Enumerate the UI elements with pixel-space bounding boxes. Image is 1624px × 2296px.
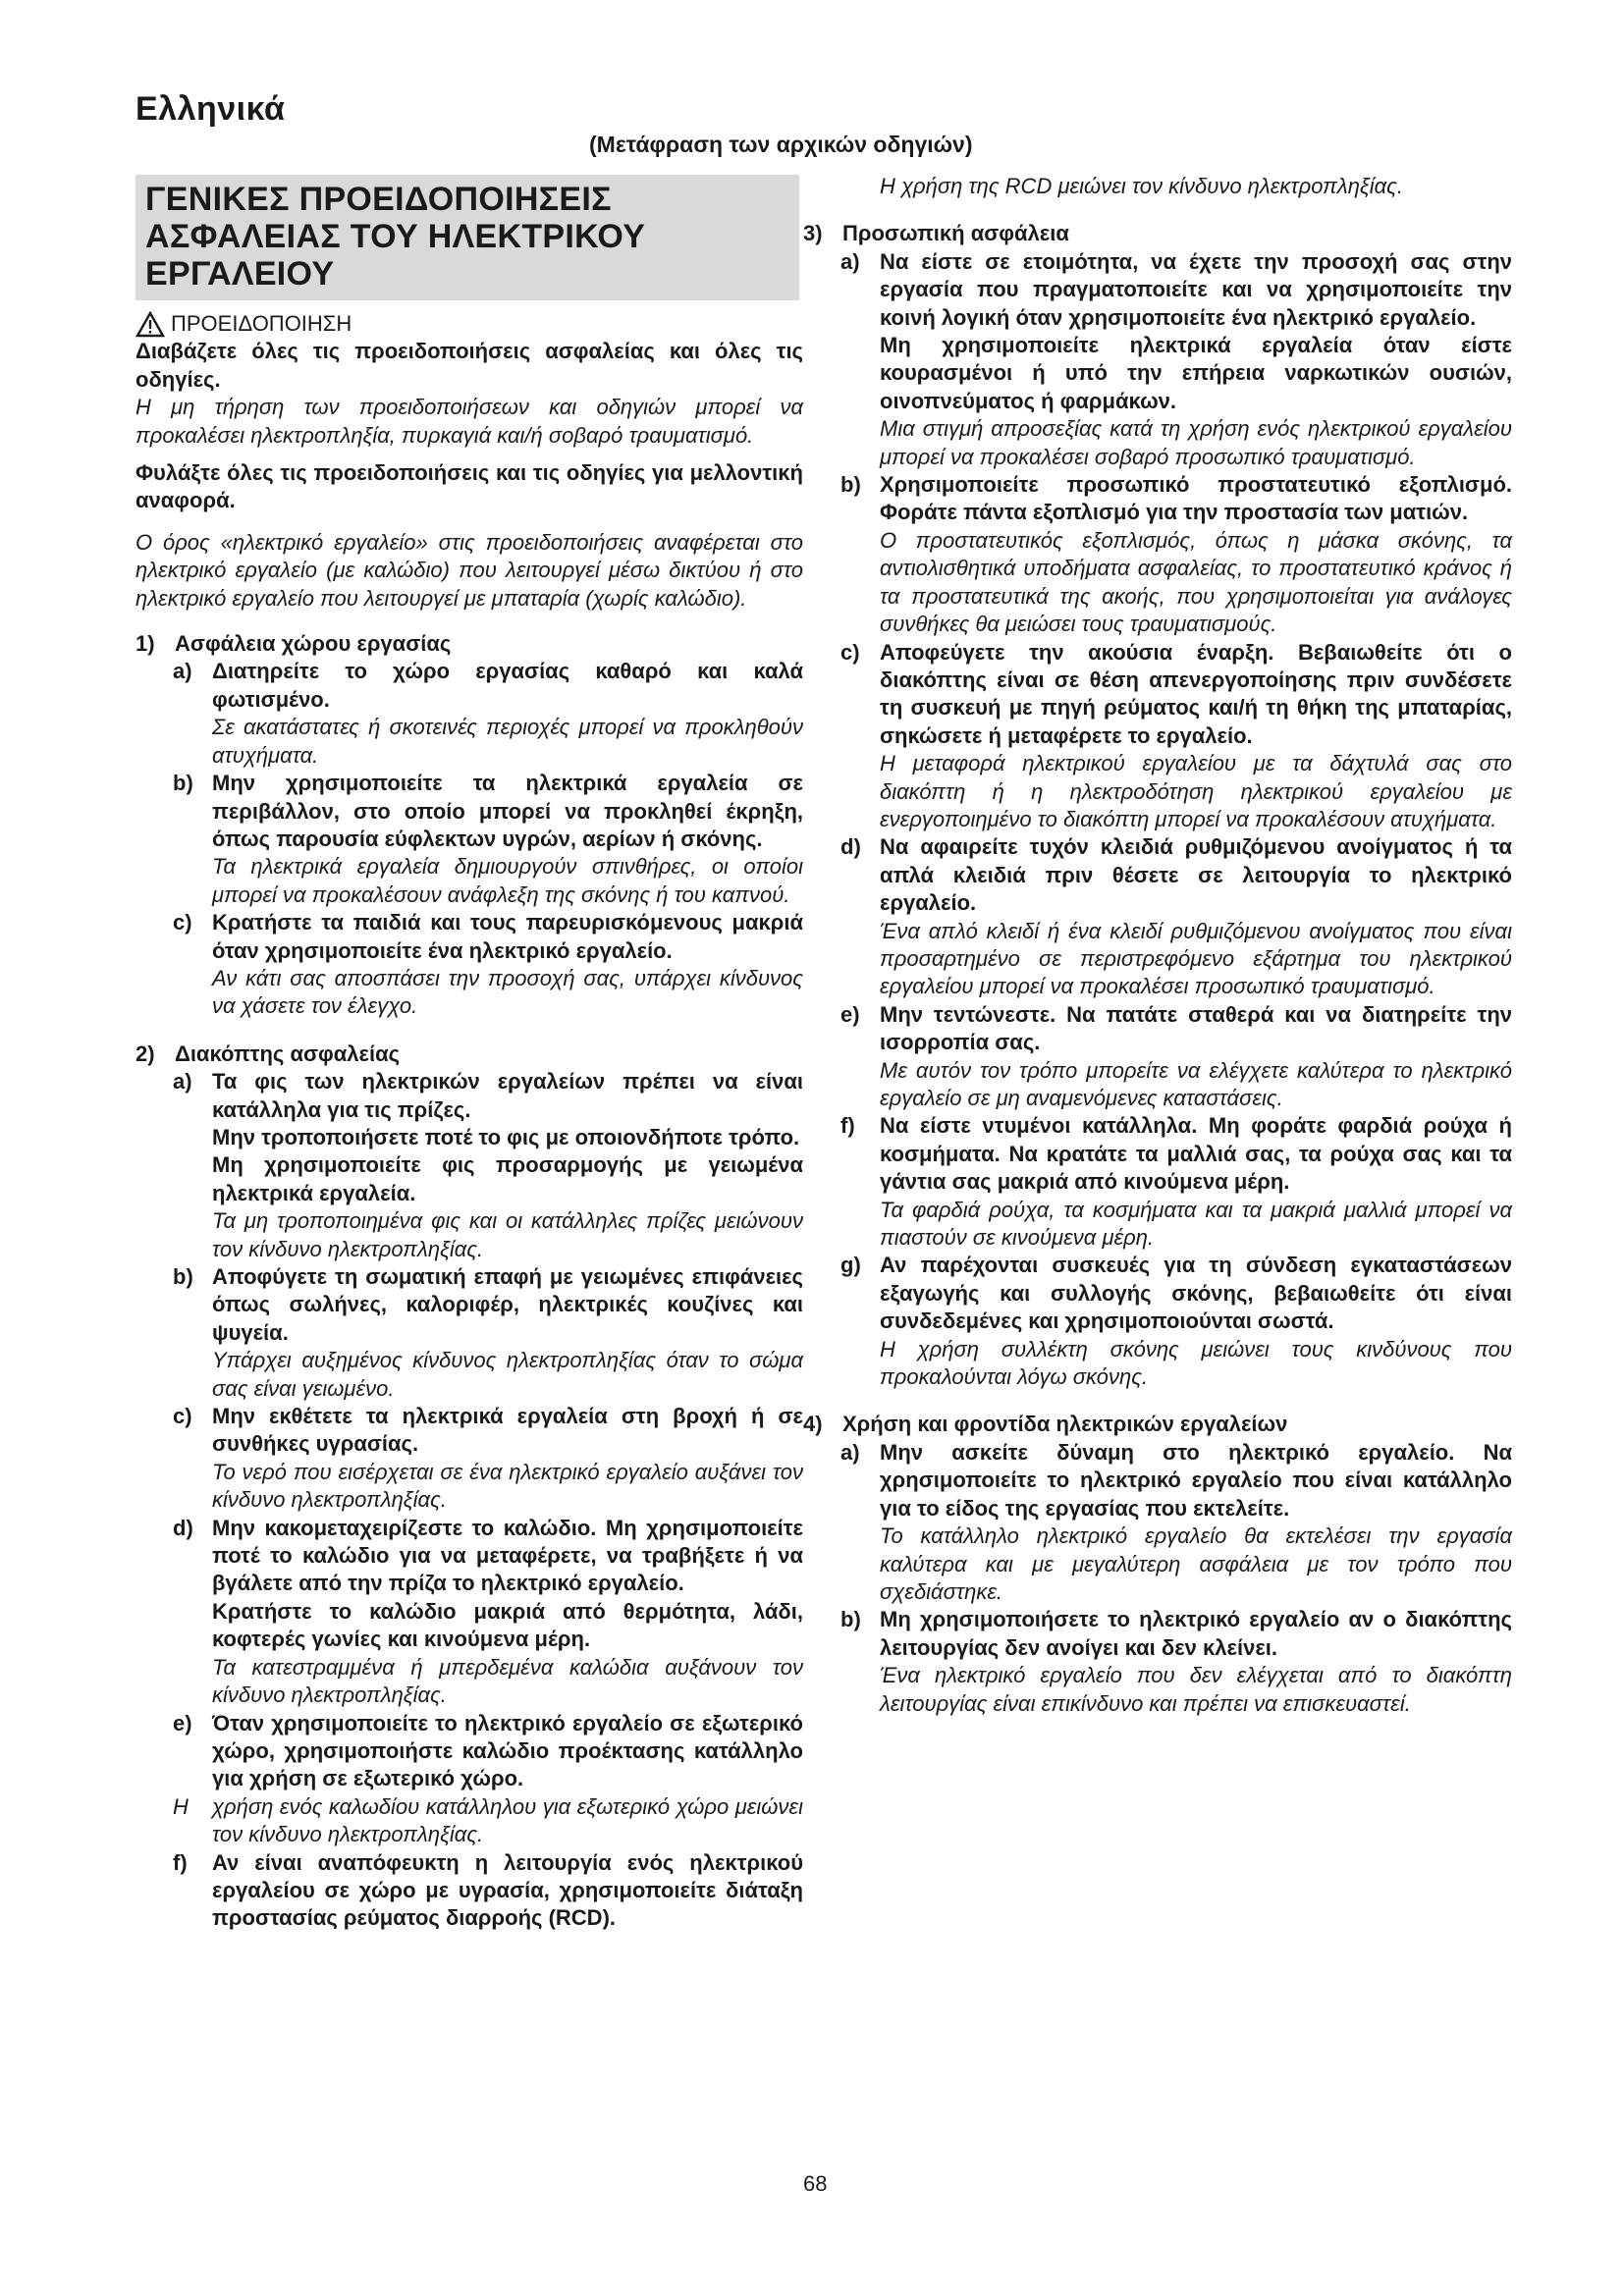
item-explanation: Ένα ηλεκτρικό εργαλείο που δεν ελέγχεται από το διακόπτη λειτουργίας είναι επικίνδυνο και πρέπει να επισκευαστεί.	[880, 1663, 1512, 1716]
section-heading	[135, 1041, 803, 1068]
section-number: 4)	[803, 1412, 823, 1437]
item-letter: a)	[840, 1439, 860, 1465]
warning-triangle-icon	[135, 311, 165, 338]
item-letter: e)	[840, 1001, 860, 1027]
list-item	[135, 909, 803, 1021]
language-heading: Ελληνικά	[135, 90, 286, 128]
item-letter: b)	[173, 1264, 193, 1289]
title-line: ΑΣΦΑΛΕΙΑΣ ΤΟΥ ΗΛΕΚΤΡΙΚΟΥ	[145, 218, 646, 255]
item-rule: Μη χρησιμοποιείτε φις προσαρμογής με γειωμένα ηλεκτρικά εργαλεία.	[212, 1152, 803, 1205]
item-explanation: Τα κατεστραμμένα ή μπερδεμένα καλώδια αυξάνουν τον κίνδυνο ηλεκτροπληξίας.	[212, 1654, 803, 1708]
item-explanation: Η χρήση της RCD μειώνει τον κίνδυνο ηλεκτροπληξίας.	[880, 174, 1403, 198]
item-rule: Κρατήστε το καλώδιο μακριά από θερμότητα, λάδι, κοφτερές γωνίες και κινούμενα μέρη.	[212, 1598, 803, 1652]
subtitle: (Μετάφραση των αρχικών οδηγιών)	[589, 132, 973, 157]
list-item	[135, 1263, 803, 1403]
item-letter: c)	[173, 1404, 192, 1429]
section-heading	[135, 630, 803, 658]
item-letter: d)	[840, 834, 861, 860]
item-explanation: Αν κάτι σας αποσπάσει την προσοχή σας, υπάρχει κίνδυνος να χάσετε τον έλεγχο.	[212, 965, 803, 1019]
item-letter: b)	[840, 472, 861, 498]
list-item	[135, 658, 803, 770]
section-title: Χρήση και φροντίδα ηλεκτρικών εργαλείων	[842, 1412, 1288, 1437]
section-title-box	[135, 175, 799, 300]
item-explanation: Υπάρχει αυξημένος κίνδυνος ηλεκτροπληξίας όταν το σώμα σας είναι γειωμένο.	[212, 1348, 803, 1401]
title-line: ΕΡΓΑΛΕΙΟΥ	[145, 255, 335, 293]
item-rule: Όταν χρησιμοποιείτε το ηλεκτρικό εργαλείο σε εξωτερικό χώρο, χρησιμοποιήστε καλώδιο προέκτασης κατάλληλο για χρήση σε εξωτερικό χώρο.	[212, 1710, 803, 1791]
page-number: 68	[803, 2171, 828, 2196]
list-item	[803, 1439, 1512, 1606]
item-explanation: Η μεταφορά ηλεκτρικού εργαλείου με τα δάχτυλά σας στο διακόπτη ή η ηλεκτροδότηση ηλεκτρικού εργαλείου με ενεργοποιημένο το διακόπτη μπορεί να προκαλέσουν ατυχήματα.	[880, 751, 1512, 831]
item-letter: a)	[840, 248, 860, 274]
title-line: ΓΕΝΙΚΕΣ ΠΡΟΕΙΔΟΠΟΙΗΣΕΙΣ	[145, 181, 612, 218]
warning-heading	[135, 310, 803, 338]
list-item-continuation	[803, 173, 1512, 200]
section-number: 3)	[803, 221, 823, 246]
list-item	[135, 1403, 803, 1515]
item-explanation: Τα μη τροποποιημένα φις και οι κατάλληλες πρίζες μειώνουν τον κίνδυνο ηλεκτροπληξίας.	[212, 1208, 803, 1261]
item-explanation: Ο προστατευτικός εξοπλισμός, όπως η μάσκα σκόνης, τα αντιολισθητικά υποδήματα ασφαλείας, το προστατευτικό κράνος ή τα προστατευτικά της ακοής, που χρησιμοποιείται για ανάλογες συνθήκες θα μειώσει τους τραυματισμούς.	[880, 527, 1512, 637]
item-rule: Κρατήστε τα παιδιά και τους παρευρισκόμενους μακριά όταν χρησιμοποιείτε ένα ηλεκτρικό εργαλείο.	[212, 910, 803, 963]
item-rule: Μην κακομεταχειρίζεστε το καλώδιο. Μη χρησιμοποιείτε ποτέ το καλώδιο για να μεταφέρετε, να τραβήξετε ή να βγάλετε από την πρίζα το ηλεκτρικό εργαλείο.	[212, 1515, 803, 1596]
item-rule: Μην εκθέτετε τα ηλεκτρικά εργαλεία στη βροχή ή σε συνθήκες υγρασίας.	[212, 1404, 803, 1457]
item-letter: a)	[173, 1069, 192, 1095]
item-rule: Τα φις των ηλεκτρικών εργαλείων πρέπει να είναι κατάλληλα για τις πρίζες.	[212, 1069, 803, 1122]
warning-consequence: Η μη τήρηση των προειδοποιήσεων και οδηγιών μπορεί να προκαλέσει ηλεκτροπληξία, πυρκαγιά και/ή σοβαρό τραυματισμό.	[135, 395, 803, 448]
item-rule: Αν παρέχονται συσκευές για τη σύνδεση εγκαταστάσεων εξαγωγής και συλλογής σκόνης, βεβαιωθείτε ότι είναι συνδεδεμένες και χρησιμοποιούνται σωστά.	[880, 1253, 1512, 1334]
item-explanation: Σε ακατάστατες ή σκοτεινές περιοχές μπορεί να προκληθούν ατυχήματα.	[212, 715, 803, 768]
list-item	[803, 1252, 1512, 1391]
section-heading	[803, 1411, 1512, 1438]
item-explanation: Ένα απλό κλειδί ή ένα κλειδί ρυθμιζόμενου ανοίγματος που είναι προσαρτημένο σε περιστρεφόμενο εξάρτημα του ηλεκτρικού εργαλείου μπορεί να προκαλέσει προσωπικό τραυματισμό.	[880, 918, 1512, 999]
list-item	[803, 1606, 1512, 1718]
list-item	[803, 471, 1512, 638]
item-letter: a)	[173, 659, 192, 684]
right-column	[803, 173, 1512, 1718]
item-letter: d)	[173, 1515, 193, 1540]
item-letter: f)	[173, 1849, 188, 1875]
item-letter: c)	[840, 639, 860, 665]
list-item	[135, 1068, 803, 1263]
list-item	[135, 1849, 803, 1933]
item-rule: Μη χρησιμοποιήσετε το ηλεκτρικό εργαλείο αν ο διακόπτης λειτουργίας δεν ανοίγει και δεν κλείνει.	[880, 1607, 1512, 1660]
item-rule: Αποφεύγετε την ακούσια έναρξη. Βεβαιωθείτε ότι ο διακόπτης είναι σε θέση απενεργοποίησης πριν συνδέσετε τη συσκευή με πηγή ρεύματος και/ή τη θήκη της μπαταρίας, σηκώσετε ή μεταφέρετε το εργαλείο.	[880, 639, 1512, 748]
item-rule: Αν είναι αναπόφευκτη η λειτουργία ενός ηλεκτρικού εργαλείου σε χώρο με υγρασία, χρησιμοποιείτε διάταξη προστασίας ρεύματος διαρροής (RCD).	[212, 1849, 803, 1931]
item-letter: b)	[840, 1607, 861, 1632]
item-rule: Μην χρησιμοποιείτε τα ηλεκτρικά εργαλεία σε περιβάλλον, στο οποίο μπορεί να προκληθεί έκρηξη, όπως παρουσία εύφλεκτων υγρών, αερίων ή σκόνης.	[212, 771, 803, 851]
item-letter: f)	[840, 1113, 855, 1139]
warning-term-definition: Ο όρος «ηλεκτρικό εργαλείο» στις προειδοποιήσεις αναφέρεται στο ηλεκτρικό εργαλείο (με καλώδιο) που λειτουργεί μέσω δικτύου ή στο ηλεκτρικό εργαλείο που λειτουργεί με μπαταρία (χωρίς καλώδιο).	[135, 529, 803, 611]
section-number: 1)	[135, 631, 155, 657]
item-rule: Να είστε σε ετοιμότητα, να έχετε την προσοχή σας στην εργασία που πραγματοποιείτε και να χρησιμοποιείτε την κοινή λογική όταν χρησιμοποιείτε ένα ηλεκτρικό εργαλείο.	[880, 248, 1512, 330]
item-explanation-lead: Η	[173, 1793, 189, 1819]
item-explanation: Μια στιγμή απροσεξίας κατά τη χρήση ενός ηλεκτρικού εργαλείου μπορεί να προκαλέσει σοβαρό προσωπικό τραυματισμό.	[880, 416, 1512, 469]
warning-read-all: Διαβάζετε όλες τις προειδοποιήσεις ασφαλείας και όλες τις οδηγίες.	[135, 339, 803, 392]
item-explanation: χρήση ενός καλωδίου κατάλληλου για εξωτερικό χώρο μειώνει τον κίνδυνο ηλεκτροπληξίας.	[212, 1793, 803, 1847]
item-rule: Διατηρείτε το χώρο εργασίας καθαρό και καλά φωτισμένο.	[212, 659, 803, 712]
item-letter: g)	[840, 1253, 861, 1278]
section-title: Ασφάλεια χώρου εργασίας	[175, 631, 452, 657]
list-item	[135, 1710, 803, 1793]
item-explanation: Το κατάλληλο ηλεκτρικό εργαλείο θα εκτελέσει την εργασία καλύτερα και με μεγαλύτερη ασφάλεια με τον τρόπο που σχεδιάστηκε.	[880, 1523, 1512, 1604]
item-explanation: Τα φαρδιά ρούχα, τα κοσμήματα και τα μακριά μαλλιά μπορεί να πιαστούν σε κινούμενα μέρη.	[880, 1197, 1512, 1251]
section-title: Προσωπική ασφάλεια	[842, 221, 1069, 246]
item-rule: Μην τροποποιήσετε ποτέ το φις με οποιονδήποτε τρόπο.	[212, 1124, 800, 1149]
left-column	[135, 175, 803, 1933]
item-rule: Αποφύγετε τη σωματική επαφή με γειωμένες επιφάνειες όπως σωλήνες, καλοριφέρ, ηλεκτρικές κουζίνες και ψυγεία.	[212, 1264, 803, 1345]
item-rule: Χρησιμοποιείτε προσωπικό προστατευτικό εξοπλισμό. Φοράτε πάντα εξοπλισμό για την προστασία των ματιών.	[880, 472, 1512, 525]
warning-keep: Φυλάξτε όλες τις προειδοποιήσεις και τις οδηγίες για μελλοντική αναφορά.	[135, 460, 803, 513]
item-explanation: Το νερό που εισέρχεται σε ένα ηλεκτρικό εργαλείο αυξάνει τον κίνδυνο ηλεκτροπληξίας.	[212, 1459, 803, 1513]
item-letter-spacer	[803, 173, 880, 200]
item-letter: e)	[173, 1710, 192, 1735]
item-rule: Μην τεντώνεστε. Να πατάτε σταθερά και να διατηρείτε την ισορροπία σας.	[880, 1001, 1512, 1055]
item-rule: Μην ασκείτε δύναμη στο ηλεκτρικό εργαλείο. Να χρησιμοποιείτε το ηλεκτρικό εργαλείο που είναι κατάλληλο για το είδος της εργασίας που εκτελείτε.	[880, 1439, 1512, 1521]
list-item	[135, 1515, 803, 1710]
list-item-continuation	[135, 1793, 803, 1849]
list-item	[803, 1112, 1512, 1252]
list-item	[803, 1001, 1512, 1113]
section-heading	[803, 220, 1512, 247]
section-number: 2)	[135, 1041, 155, 1066]
warning-label: ΠΡΟΕΙΔΟΠΟΙΗΣΗ	[171, 311, 352, 336]
section-title: Διακόπτης ασφαλείας	[175, 1041, 401, 1066]
item-explanation: Με αυτόν τον τρόπο μπορείτε να ελέγχετε καλύτερα το ηλεκτρικό εργαλείο σε μη αναμενόμενες καταστάσεις.	[880, 1057, 1512, 1110]
list-item	[803, 248, 1512, 471]
item-explanation: Τα ηλεκτρικά εργαλεία δημιουργούν σπινθήρες, οι οποίοι μπορεί να προκαλέσουν ανάφλεξη της σκόνης ή του καπνού.	[212, 854, 803, 907]
item-letter: b)	[173, 771, 193, 796]
list-item	[803, 639, 1512, 834]
item-rule: Να είστε ντυμένοι κατάλληλα. Μη φοράτε φαρδιά ρούχα ή κοσμήματα. Να κρατάτε τα μαλλιά σας, τα ρούχα σας και τα γάντια σας μακριά από κινούμενα μέρη.	[880, 1113, 1512, 1195]
item-rule: Να αφαιρείτε τυχόν κλειδιά ρυθμιζόμενου ανοίγματος ή τα απλά κλειδιά πριν θέσετε σε λειτουργία το ηλεκτρικό εργαλείο.	[880, 834, 1512, 916]
list-item	[803, 833, 1512, 1000]
item-letter: c)	[173, 910, 192, 935]
list-item	[135, 770, 803, 909]
item-rule: Μη χρησιμοποιείτε ηλεκτρικά εργαλεία όταν είστε κουρασμένοι ή υπό την επήρεια ναρκωτικών ουσιών, οινοπνεύματος ή φαρμάκων.	[880, 333, 1512, 413]
item-explanation: Η χρήση συλλέκτη σκόνης μειώνει τους κινδύνους που προκαλούνται λόγω σκόνης.	[880, 1336, 1512, 1390]
